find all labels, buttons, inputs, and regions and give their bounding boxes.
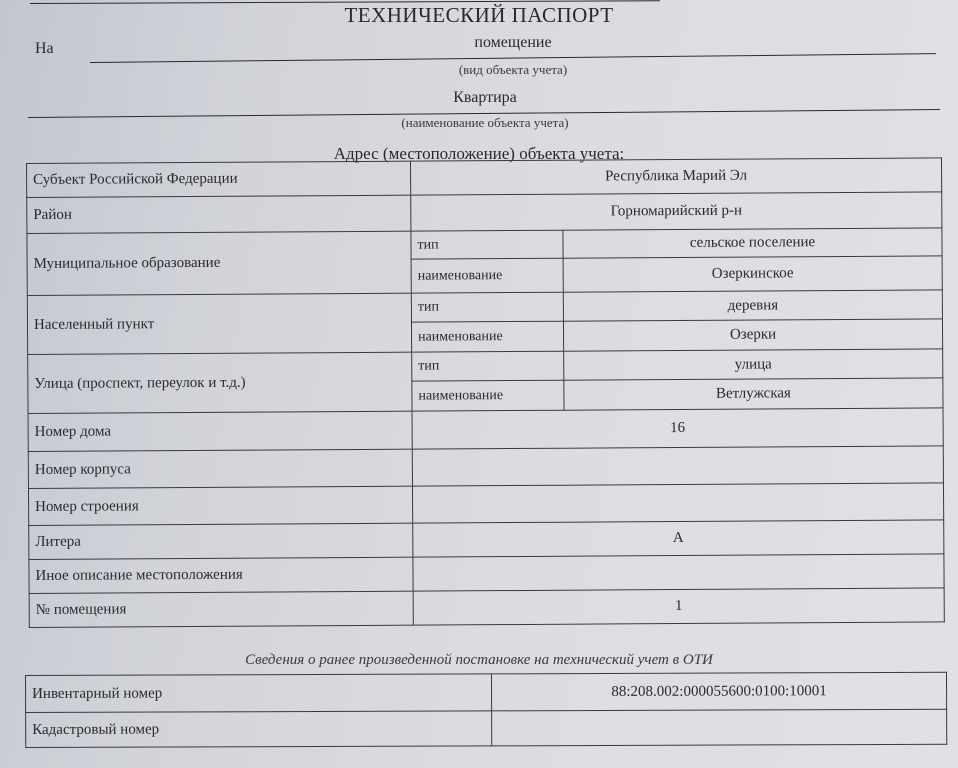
municipality-label: Муниципальное образование xyxy=(27,231,411,295)
row-district xyxy=(27,192,942,234)
street-label: Улица (проспект, переулок и т.д.) xyxy=(28,352,412,413)
settlement-type-value: деревня xyxy=(563,290,942,321)
row-inventory xyxy=(26,672,947,712)
structure-number-label: Номер строения xyxy=(28,486,412,525)
settlement-name-value: Озерки xyxy=(563,319,942,351)
premises-number-label: № помещения xyxy=(29,591,413,627)
subject-value: Республика Марий Эл xyxy=(410,158,941,195)
other-description-value xyxy=(413,554,944,591)
cadastral-label: Кадастровый номер xyxy=(26,711,492,748)
street-type-value: улица xyxy=(564,349,943,380)
district-label: Район xyxy=(27,195,411,233)
oti-section-title: Сведения о ранее произведенной постановке на технический учет в ОТИ xyxy=(245,652,713,668)
inventory-label: Инвентарный номер xyxy=(26,674,492,713)
building-number-value xyxy=(412,446,943,486)
row-building-number xyxy=(28,446,943,489)
municipality-name-value: Озеркинское xyxy=(563,256,942,292)
object-type-hint: (вид объекта учета) xyxy=(458,62,568,77)
municipality-type-label: тип xyxy=(411,230,563,259)
settlement-name-label: наименование xyxy=(411,321,563,352)
municipality-type-value: сельское поселение xyxy=(563,228,942,258)
building-number-label: Номер корпуса xyxy=(28,449,412,488)
litera-label: Литера xyxy=(29,523,413,559)
subject-label: Субъект Российской Федерации xyxy=(27,161,411,197)
object-name-hint: (наименование объекта учета) xyxy=(401,115,569,130)
settlement-label: Населенный пункт xyxy=(27,293,411,354)
inventory-value: 88:208.002:000055600:0100:10001 xyxy=(491,672,946,711)
row-house-number xyxy=(28,408,943,452)
premises-number-value: 1 xyxy=(413,588,944,625)
street-name-value: Ветлужская xyxy=(564,378,943,410)
row-cadastral xyxy=(26,709,947,747)
structure-number-value xyxy=(412,483,943,523)
settlement-type-label: тип xyxy=(411,292,563,322)
document-title: ТЕХНИЧЕСКИЙ ПАСПОРТ xyxy=(344,3,614,27)
oti-table xyxy=(25,672,947,748)
address-title: Адрес (местоположение) объекта учета: xyxy=(333,144,625,163)
row-litera xyxy=(29,520,944,560)
row-premises-number xyxy=(29,588,944,628)
street-type-label: тип xyxy=(412,351,564,381)
house-number-value: 16 xyxy=(412,408,943,449)
row-subject xyxy=(27,158,942,198)
row-structure-number xyxy=(28,483,943,526)
house-number-label: Номер дома xyxy=(28,411,412,451)
district-value: Горномарийский р-н xyxy=(411,192,942,231)
address-table xyxy=(26,157,945,628)
object-name-value: Квартира xyxy=(453,89,517,106)
object-type-value: помещение xyxy=(474,34,552,51)
row-other-description xyxy=(29,554,944,594)
other-description-label: Иное описание местоположения xyxy=(29,557,413,593)
cadastral-value xyxy=(492,709,947,746)
na-label: На xyxy=(35,40,54,57)
litera-value: А xyxy=(413,520,944,557)
municipality-name-label: наименование xyxy=(411,258,563,293)
street-name-label: наименование xyxy=(412,380,564,411)
